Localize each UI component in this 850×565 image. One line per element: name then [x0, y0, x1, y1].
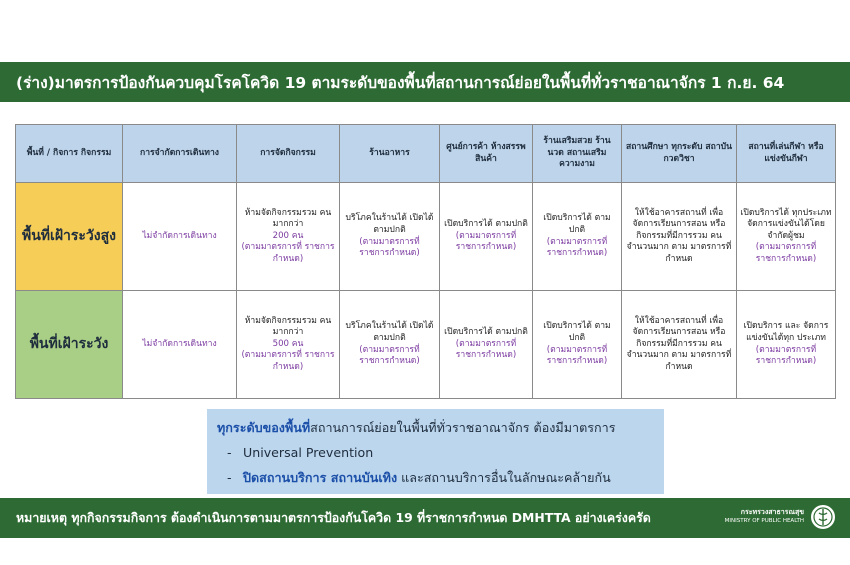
- covid-measures-table: [15, 124, 836, 399]
- activity-note: (ตามมาตรการที่ ราชการกำหนด): [241, 350, 335, 372]
- footer-note: [0, 498, 850, 538]
- travel-cell: [123, 291, 237, 399]
- activity-text: ห้ามจัดกิจกรรมรวม คนมากกว่า: [244, 315, 332, 338]
- header-travel: การจำกัดการเดินทาง: [123, 125, 237, 183]
- bullet-dash: -: [227, 445, 232, 460]
- table-row-watch-zone: [16, 291, 836, 399]
- ministry-of-public-health-logo-icon: [808, 502, 838, 532]
- activity-text: ห้ามจัดกิจกรรมรวม คนมากกว่า: [244, 207, 332, 230]
- notice-heading-highlight: ทุกระดับของพื้นที่: [217, 420, 311, 435]
- restaurant-note: (ตามมาตรการที่ ราชการกำหนด): [359, 344, 420, 367]
- sports-text: เปิดบริการได้ ทุกประเภท จัดการแข่งขันได้โดย จำกัดผู้ชม: [740, 207, 832, 241]
- ministry-name-th: กระทรวงสาธารณสุข: [740, 508, 804, 517]
- table-header-row: [16, 125, 836, 183]
- travel-cell: [123, 183, 237, 291]
- footer-text: หมายเหตุ ทุกกิจกรรมกิจการ ต้องดำเนินการตามมาตรการป้องกันโควิด 19 ที่ราชการกำหนด DMHTTA อย่างเคร่งครัด: [16, 509, 651, 525]
- sports-note: (ตามมาตรการที่ ราชการกำหนด): [755, 242, 817, 264]
- restaurant-cell: [340, 291, 440, 399]
- sports-text: เปิดบริการ และ จัดการแข่งขันได้ทุก ประเภท: [743, 321, 829, 343]
- header-area: พื้นที่ / กิจการ กิจกรรม: [16, 125, 123, 183]
- travel-text: ไม่จำกัดการเดินทาง: [142, 338, 217, 349]
- page-title: (ร่าง)มาตรการป้องกันควบคุมโรคโควิด 19 ตามระดับของพื้นที่สถานการณ์ย่อยในพื้นที่ทั่วราชอาณาจักร 1 ก.ย. 64: [0, 62, 850, 102]
- activity-count: 200 คน: [272, 230, 304, 241]
- mall-text: เปิดบริการได้ ตามปกติ: [444, 219, 528, 230]
- education-text: ให้ใช้อาคารสถานที่ เพื่อ จัดการเรียนการสอน หรือกิจกรรมที่มีการรวม คนจำนวนมาก ตาม มาตรการที่กำหนด: [626, 207, 732, 264]
- sports-cell: [737, 183, 836, 291]
- mall-note: (ตามมาตรการที่ ราชการกำหนด): [455, 230, 517, 253]
- restaurant-note: (ตามมาตรการที่ ราชการกำหนด): [359, 236, 420, 259]
- mall-text: เปิดบริการได้ ตามปกติ: [444, 327, 528, 338]
- notice-bullet-universal-prevention: [217, 440, 654, 465]
- notice-heading-rest: สถานการณ์ย่อยในพื้นที่ทั่วราชอาณาจักร ต้องมีมาตรการ: [310, 420, 616, 435]
- activity-note: (ตามมาตรการที่ ราชการกำหนด): [241, 242, 335, 264]
- header-education: สถานศึกษา ทุกระดับ สถาบันกวดวิชา: [622, 125, 737, 183]
- education-cell: [622, 183, 737, 291]
- restaurant-cell: [340, 183, 440, 291]
- ministry-name: [725, 508, 804, 525]
- header-sports: สถานที่เล่นกีฬา หรือแข่งขันกีฬา: [737, 125, 836, 183]
- mall-cell: [440, 291, 533, 399]
- salon-cell: [533, 291, 622, 399]
- sports-cell: [737, 291, 836, 399]
- activity-cell: [237, 183, 340, 291]
- zone-watch-cell: พื้นที่เฝ้าระวัง: [16, 291, 123, 399]
- salon-note: (ตามมาตรการที่ ราชการกำหนด): [546, 344, 608, 367]
- ministry-name-en: MINISTRY OF PUBLIC HEALTH: [724, 518, 804, 525]
- header-activity: การจัดกิจกรรม: [237, 125, 340, 183]
- activity-cell: [237, 291, 340, 399]
- bullet-text: และสถานบริการอื่นในลักษณะคล้ายกัน: [397, 470, 611, 485]
- mall-cell: [440, 183, 533, 291]
- notice-heading: [217, 415, 654, 440]
- bullet-dash: -: [227, 470, 232, 485]
- notice-bullet-close-venues: [217, 465, 654, 490]
- zone-high-alert-cell: พื้นที่เฝ้าระวังสูง: [16, 183, 123, 291]
- restaurant-text: บริโภคในร้านได้ เปิดได้ตามปกติ: [345, 213, 434, 235]
- table-row-high-alert-zone: [16, 183, 836, 291]
- salon-text: เปิดบริการได้ ตามปกติ: [543, 321, 611, 343]
- bullet-highlight: ปิดสถานบริการ สถานบันเทิง: [243, 470, 398, 485]
- notice-box: [207, 409, 664, 494]
- salon-text: เปิดบริการได้ ตามปกติ: [543, 213, 611, 235]
- activity-count: 500 คน: [272, 338, 304, 349]
- mall-note: (ตามมาตรการที่ ราชการกำหนด): [455, 338, 517, 361]
- education-text: ให้ใช้อาคารสถานที่ เพื่อ จัดการเรียนการสอน หรือกิจกรรมที่มีการรวม คนจำนวนมาก ตาม มาตรการที่กำหนด: [626, 315, 732, 372]
- ministry-logo: [725, 502, 838, 532]
- bullet-text: Universal Prevention: [243, 445, 374, 460]
- sports-note: (ตามมาตรการที่ ราชการกำหนด): [755, 344, 817, 367]
- salon-cell: [533, 183, 622, 291]
- header-restaurant: ร้านอาหาร: [340, 125, 440, 183]
- header-mall: ศูนย์การค้า ห้างสรรพ สินค้า: [440, 125, 533, 183]
- travel-text: ไม่จำกัดการเดินทาง: [142, 230, 217, 241]
- salon-note: (ตามมาตรการที่ ราชการกำหนด): [546, 236, 608, 259]
- header-salon: ร้านเสริมสวย ร้าน นวด สถานเสริม ความงาม: [533, 125, 622, 183]
- restaurant-text: บริโภคในร้านได้ เปิดได้ตามปกติ: [345, 321, 434, 343]
- education-cell: [622, 291, 737, 399]
